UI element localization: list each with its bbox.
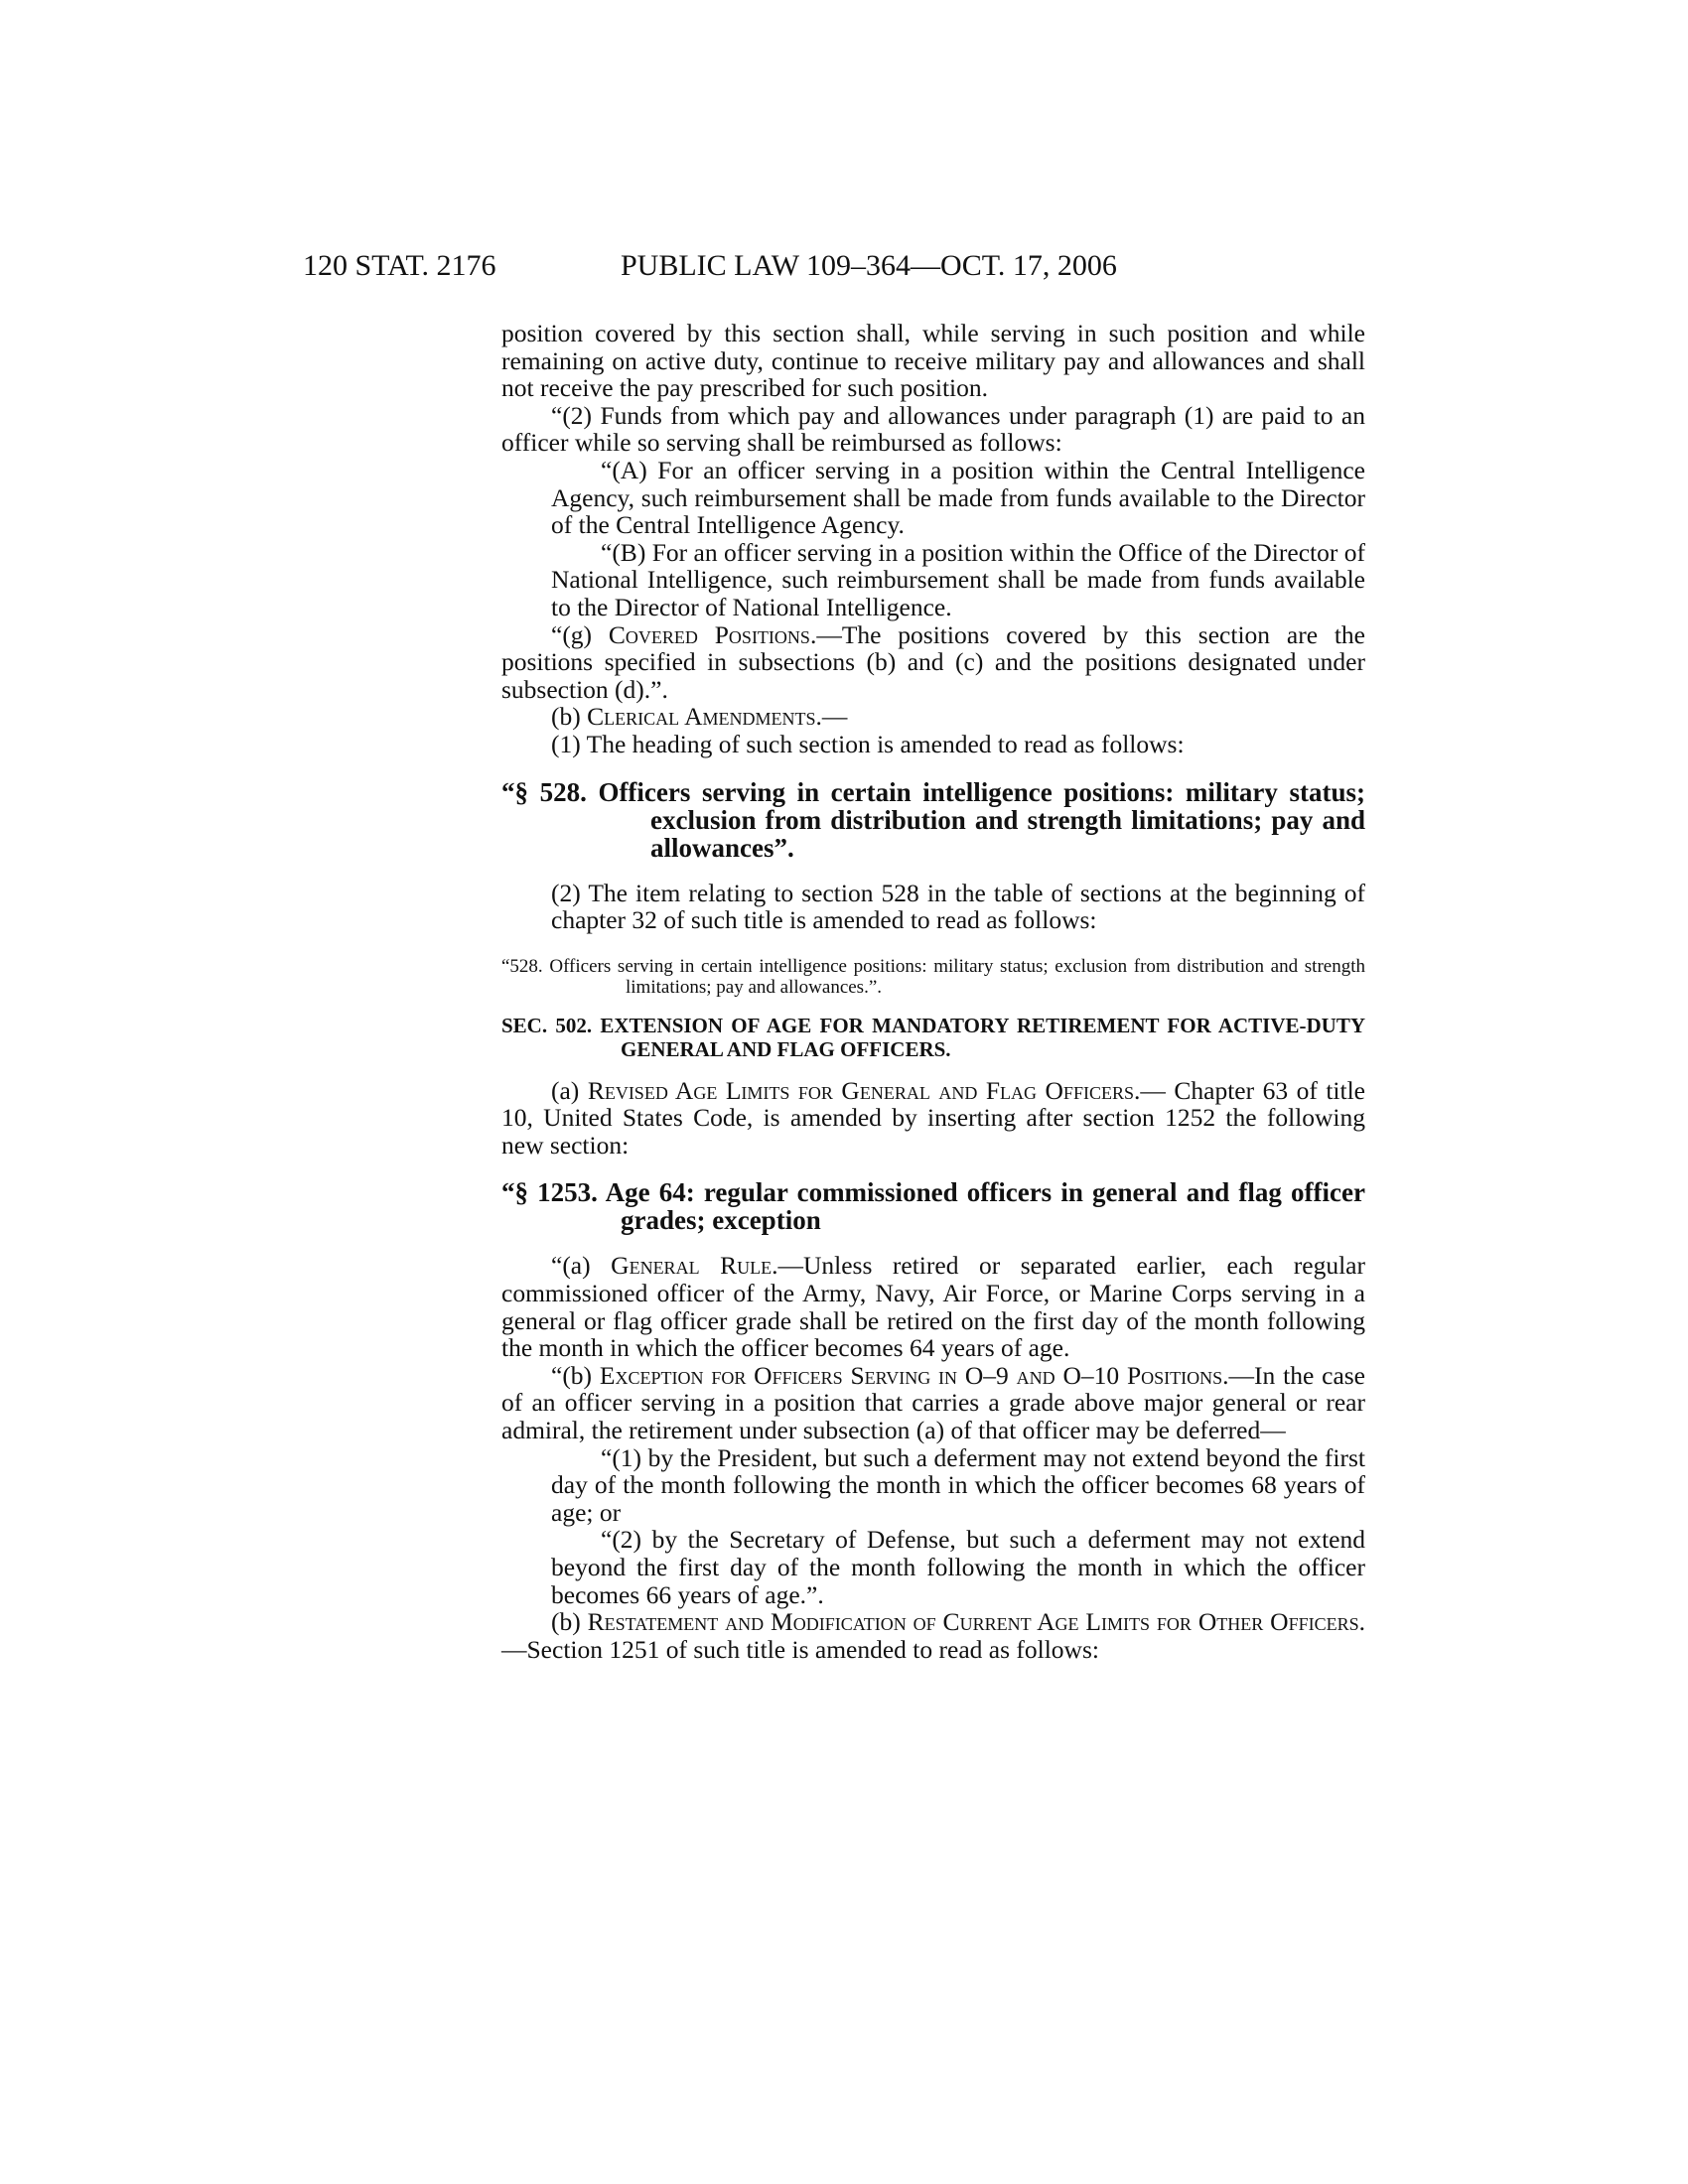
- text-run: .—In the case of an officer serving in a position that carries a grade above major general or rear admiral, the retirement under subsection (a) of that officer may be deferred—: [501, 1360, 1366, 1445]
- restatement-current-age-limits: [501, 1608, 1365, 1663]
- subsection-b-exception: [501, 1362, 1365, 1444]
- page-body: [501, 320, 1365, 1663]
- clause-2-secretary: “(2) by the Secretary of Defense, but such a deferment may not extend beyond the first day of the month following the month in which the officer becomes 66 years of age.”.: [551, 1525, 1365, 1609]
- subparagraph-a-cia: “(A) For an officer serving in a position within the Central Intelligence Agency, such reimbursement shall be made from funds available to the Director of the Central Intelligence Agency.: [551, 455, 1365, 540]
- text-run: .—: [815, 702, 848, 732]
- clerical-amendments: [501, 703, 1365, 731]
- text-run: “(g): [551, 619, 609, 649]
- paragraph-2-funds: “(2) Funds from which pay and allowances under paragraph (1) are paid to an officer while so serving shall be reimbursed as follows:: [501, 400, 1365, 458]
- heading-run: Clerical Amendments: [587, 702, 816, 732]
- text-run: “(b): [551, 1360, 600, 1390]
- heading-run: Covered Positions: [608, 619, 810, 649]
- text-run: (b): [551, 1607, 588, 1637]
- clause-1-president: “(1) by the President, but such a deferment may not extend beyond the first day of the month following the month in which the officer becomes 68 years of age; or: [551, 1442, 1365, 1527]
- section-528-heading: “§ 528. Officers serving in certain intelligence positions: military status; exclusion from distribution and strength limitations; pay and allowances”.: [501, 776, 1365, 863]
- text-run: .— Chapter 63 of title 10, United States Code, is amended by inserting after section 1252 the following new section:: [501, 1075, 1365, 1160]
- amendment-2-table: (2) The item relating to section 528 in the table of sections at the beginning of chapter 32 of such title is amended to read as follows:: [551, 878, 1365, 935]
- subsection-g-covered-positions: [501, 621, 1365, 704]
- text-run: .—Section 1251 of such title is amended to read as follows:: [501, 1607, 1365, 1664]
- revised-age-limits: [501, 1077, 1365, 1160]
- heading-run: Exception for Officers Serving in O–9 and O–10 Positions: [599, 1360, 1223, 1390]
- text-run: .—The positions covered by this section are the positions specified in subsections (b) and (c) and the positions designated under subsection (d).”.: [501, 619, 1366, 704]
- page-header: [0, 246, 1688, 286]
- text-run: (b): [551, 702, 588, 732]
- subparagraph-b-dni: “(B) For an officer serving in a position within the Office of the Director of National Intelligence, such reimbursement shall be made from funds available to the Director of National Intelligence.: [551, 537, 1365, 621]
- text-run: .—Unless retired or separated earlier, each regular commissioned officer of the Army, Navy, Air Force, or Marine Corps serving in a general or flag officer grade shall be retired on the first day of the month following the month in which the officer becomes 64 years of age.: [501, 1251, 1365, 1363]
- statute-citation: 120 STAT. 2176: [303, 249, 496, 282]
- heading-run: General Rule: [611, 1251, 773, 1281]
- heading-run: Revised Age Limits for General and Flag Officers: [587, 1075, 1134, 1105]
- text-run: (a): [551, 1075, 588, 1105]
- section-1253-heading: “§ 1253. Age 64: regular commissioned officers in general and flag officer grades; exception: [501, 1177, 1365, 1236]
- section-502-heading: SEC. 502. EXTENSION OF AGE FOR MANDATORY RETIREMENT FOR ACTIVE-DUTY GENERAL AND FLAG OFFICERS.: [501, 1013, 1365, 1061]
- public-law-title: PUBLIC LAW 109–364—OCT. 17, 2006: [621, 249, 1117, 282]
- text-run: “(a): [551, 1251, 612, 1281]
- paragraph-continuation: position covered by this section shall, while serving in such position and while remaining on active duty, continue to receive military pay and allowances and shall not receive the pay prescribed for such position.: [501, 319, 1365, 403]
- amendment-1-heading: (1) The heading of such section is amended to read as follows:: [551, 729, 1185, 758]
- subsection-a-general-rule: [501, 1252, 1365, 1361]
- table-of-sections-item-528: “528. Officers serving in certain intelligence positions: military status; exclusion from distribution and strength limitations; pay and allowances.”.: [501, 955, 1365, 998]
- heading-run: Restatement and Modification of Current Age Limits for Other Officers: [587, 1607, 1359, 1637]
